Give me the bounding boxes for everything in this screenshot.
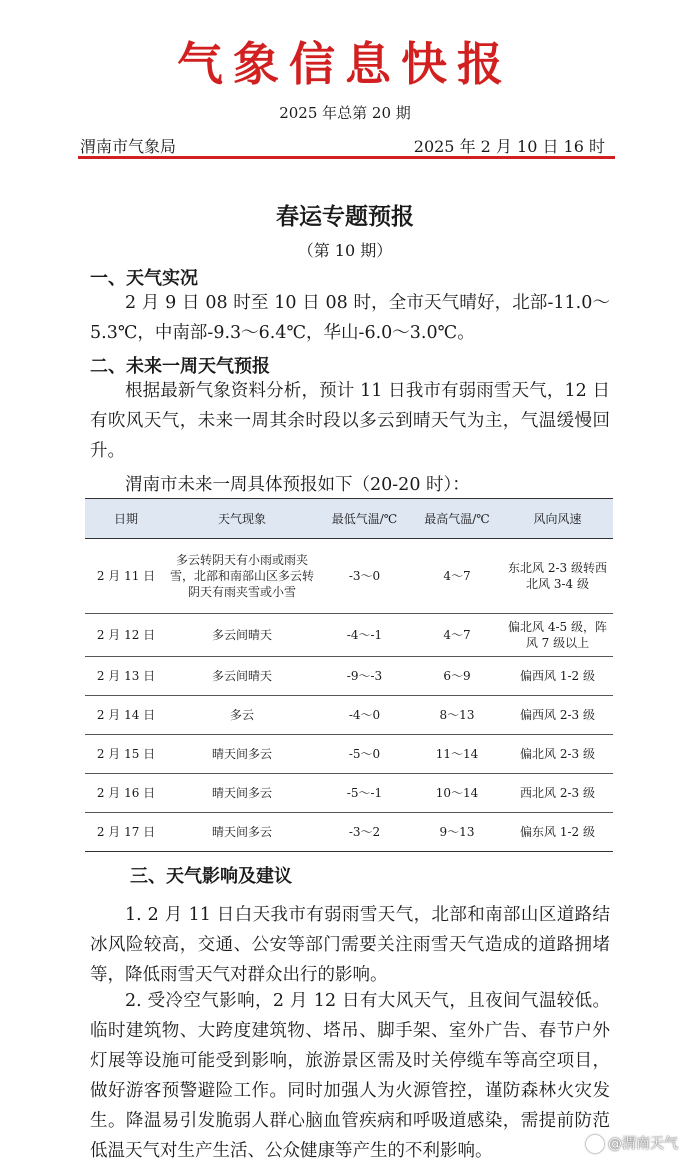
weibo-icon [586, 1135, 604, 1153]
impact-paragraph-2: 2. 受冷空气影响，2 月 12 日有大风天气，且夜间气温较低。临时建筑物、大跨度建筑物、塔吊、脚手架、室外广告、春节户外灯展等设施可能受到影响，旅游景区需及时关停缆车等高空项目，做好游客预警避险工作。同时加强人为火源管控，谨防森林火灾发生。降温易引发脆弱人群心脑血管疾病和呼吸道感染，需提前防范低温天气对生产生活、公众健康等产生的不利影响。 [90, 991, 610, 1161]
cell-weather: 多云间晴天 [167, 614, 317, 657]
cell-date: 2 月 16 日 [85, 774, 167, 813]
table-row [85, 774, 613, 813]
cell-max-temp: 6～9 [412, 657, 502, 696]
forecast-text: 根据最新气象资料分析，预计 11 日我市有弱雨雪天气，12 日有吹风天气，未来一周其余时段以多云到晴天气为主，气温缓慢回升。 [90, 381, 610, 461]
cell-max-temp: 10～14 [412, 774, 502, 813]
page-subtitle: （第 10 期） [297, 241, 393, 260]
cell-max-temp: 8～13 [412, 696, 502, 735]
cell-wind: 偏北风 4-5 级，阵风 7 级以上 [502, 614, 613, 657]
agency-name: 渭南市气象局 [80, 137, 177, 156]
cell-max-temp: 4～7 [412, 614, 502, 657]
cell-date: 2 月 11 日 [85, 539, 167, 614]
cell-min-temp: -3～0 [317, 539, 412, 614]
cell-wind: 东北风 2-3 级转西北风 3-4 级 [502, 539, 613, 614]
watermark [586, 1133, 678, 1153]
cell-max-temp: 11～14 [412, 735, 502, 774]
cell-wind: 偏西风 1-2 级 [502, 657, 613, 696]
cell-min-temp: -3～2 [317, 813, 412, 852]
cell-min-temp: -5～-1 [317, 774, 412, 813]
table-row [85, 696, 613, 735]
cell-weather: 多云间晴天 [167, 657, 317, 696]
issue-date: 2025 年 2 月 10 日 16 时 [413, 137, 605, 156]
cell-date: 2 月 12 日 [85, 614, 167, 657]
cell-wind: 西北风 2-3 级 [502, 774, 613, 813]
cell-date: 2 月 14 日 [85, 696, 167, 735]
cell-date: 2 月 15 日 [85, 735, 167, 774]
issue-number: 2025 年总第 20 期 [279, 104, 411, 122]
header-weather: 天气现象 [167, 499, 317, 539]
table-row [85, 735, 613, 774]
table-row [85, 539, 613, 614]
cell-min-temp: -9～-3 [317, 657, 412, 696]
section-heading-observations: 一、天气实况 [90, 268, 198, 289]
cell-weather: 多云 [167, 696, 317, 735]
cell-weather: 多云转阴天有小雨或雨夹雪，北部和南部山区多云转阴天有雨夹雪或小雪 [167, 539, 317, 614]
cell-date: 2 月 17 日 [85, 813, 167, 852]
section-heading-forecast: 二、未来一周天气预报 [90, 356, 270, 377]
table-row [85, 657, 613, 696]
header-min-temp: 最低气温/℃ [317, 499, 412, 539]
cell-min-temp: -5～0 [317, 735, 412, 774]
cell-date: 2 月 13 日 [85, 657, 167, 696]
cell-wind: 偏北风 2-3 级 [502, 735, 613, 774]
table-row [85, 614, 613, 657]
header-max-temp: 最高气温/℃ [412, 499, 502, 539]
cell-weather: 晴天间多云 [167, 735, 317, 774]
header-date: 日期 [85, 499, 167, 539]
cell-wind: 偏西风 2-3 级 [502, 696, 613, 735]
cell-weather: 晴天间多云 [167, 813, 317, 852]
header-divider [78, 156, 615, 159]
impact-paragraph-1: 1. 2 月 11 日白天我市有弱雨雪天气，北部和南部山区道路结冰风险较高，交通、公安等部门需要关注雨雪天气造成的道路拥堵等，降低雨雪天气对群众出行的影响。 [90, 905, 610, 985]
watermark-text: @渭南天气 [608, 1136, 678, 1152]
observations-text: 2 月 9 日 08 时至 10 日 08 时，全市天气晴好，北部-11.0～5.3℃，中南部-9.3～6.4℃，华山-6.0～3.0℃。 [90, 293, 610, 343]
table-header-row [85, 499, 613, 539]
cell-min-temp: -4～-1 [317, 614, 412, 657]
cell-min-temp: -4～0 [317, 696, 412, 735]
forecast-table [85, 498, 613, 852]
cell-max-temp: 4～7 [412, 539, 502, 614]
page-title: 春运专题预报 [276, 203, 414, 230]
table-row [85, 813, 613, 852]
masthead-title: 气象信息快报 [177, 37, 513, 91]
cell-max-temp: 9～13 [412, 813, 502, 852]
section-heading-impacts: 三、天气影响及建议 [130, 866, 292, 887]
cell-wind: 偏东风 1-2 级 [502, 813, 613, 852]
cell-weather: 晴天间多云 [167, 774, 317, 813]
table-intro: 渭南市未来一周具体预报如下（20-20 时）： [125, 475, 470, 495]
header-wind: 风向风速 [502, 499, 613, 539]
